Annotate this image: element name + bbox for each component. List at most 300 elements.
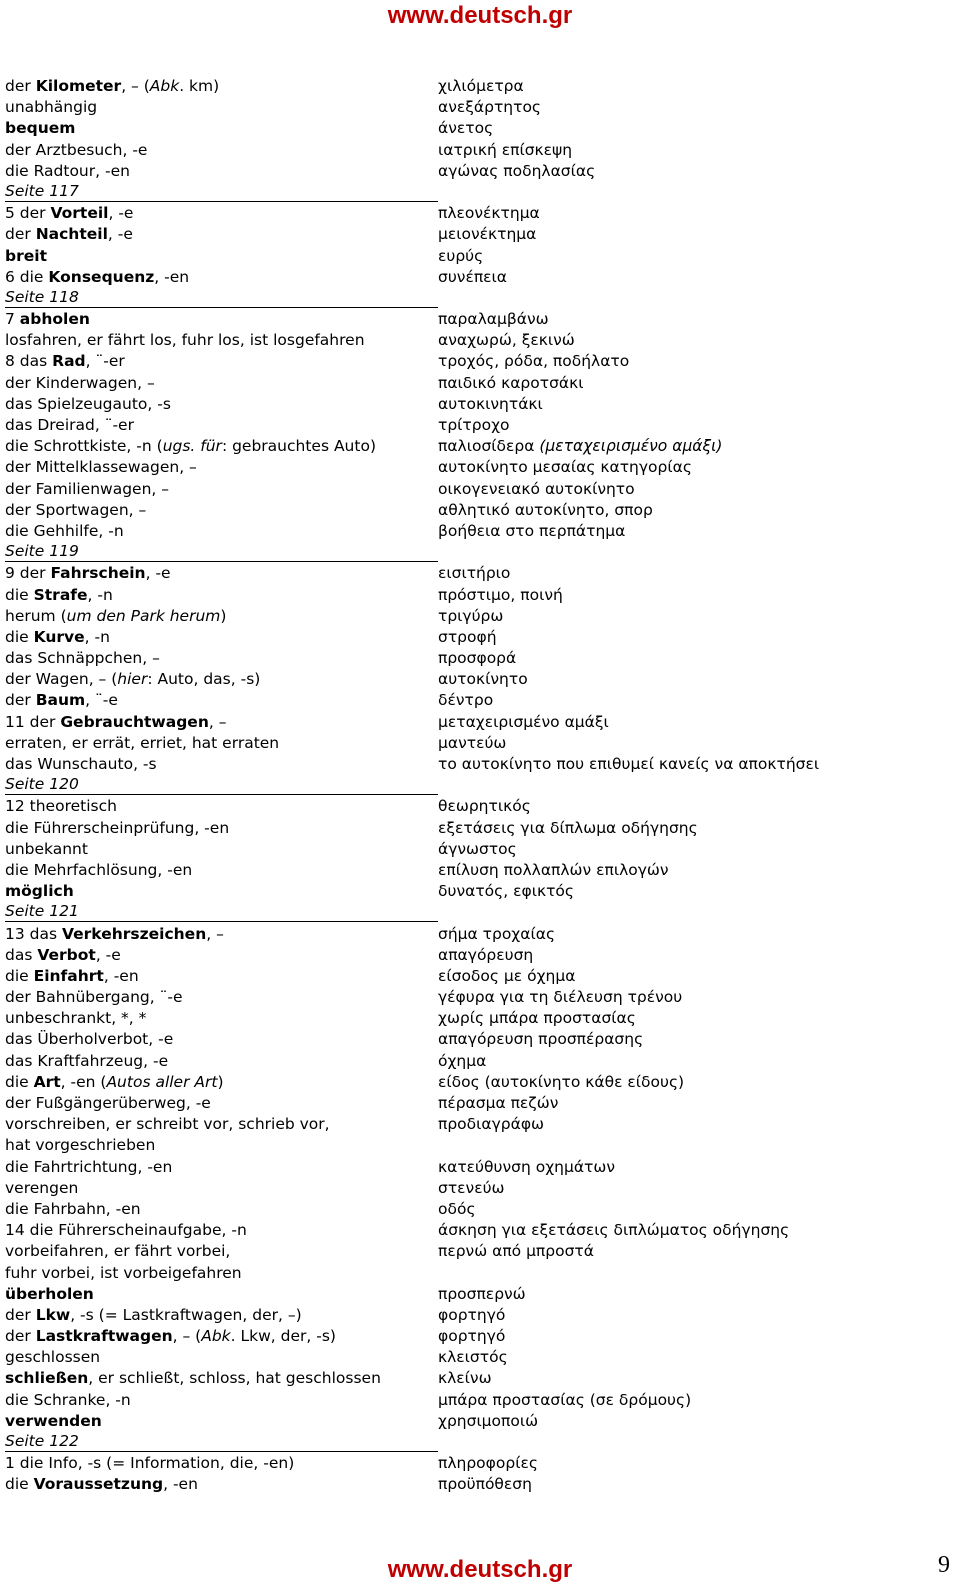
german-term (5, 76, 219, 97)
section-label (5, 182, 438, 202)
text-segment: δέντρο (438, 691, 494, 710)
greek-translation (438, 1326, 505, 1347)
text-segment: όχημα (438, 1051, 487, 1070)
text-segment: hier (117, 670, 148, 689)
german-term (5, 606, 226, 627)
greek-translation (438, 203, 540, 224)
german-term (5, 860, 192, 881)
vocab-row (5, 415, 955, 436)
text-segment: Rad (52, 352, 86, 371)
text-segment: Seite 118 (5, 287, 79, 306)
vocab-row (5, 118, 955, 139)
text-segment: das (5, 945, 38, 964)
text-segment: das Wunschauto, -s (5, 755, 157, 773)
text-segment: ) (220, 606, 227, 625)
vocab-row (5, 1305, 955, 1326)
german-term (5, 1305, 302, 1326)
text-segment: απαγόρευση (438, 945, 534, 964)
greek-translation (438, 1072, 684, 1093)
greek-translation (438, 563, 510, 584)
text-segment: 9 der (5, 564, 51, 583)
vocab-row (5, 1051, 955, 1072)
vocab-row (5, 1008, 955, 1029)
text-segment: die Schrottkiste, -n ( (5, 437, 163, 456)
greek-translation (438, 76, 524, 97)
vocab-row (5, 1135, 955, 1156)
german-term (5, 1178, 78, 1199)
text-segment: der Kinderwagen, – (5, 373, 155, 392)
text-segment: Seite 119 (5, 542, 79, 561)
vocab-row (5, 606, 955, 627)
page-number: 9 (938, 1552, 950, 1578)
text-segment: das Überholverbot, -e (5, 1030, 174, 1049)
vocab-row (5, 1368, 955, 1389)
german-term (5, 966, 139, 987)
german-term (5, 500, 146, 521)
text-segment: 13 das (5, 924, 62, 943)
section-label (5, 1432, 438, 1452)
german-term (5, 1411, 102, 1432)
german-term (5, 1114, 330, 1135)
greek-translation (438, 860, 669, 881)
greek-translation (438, 669, 528, 690)
text-segment: der (5, 225, 36, 244)
german-term (5, 733, 279, 754)
text-segment: Kilometer (35, 77, 122, 95)
vocab-row (5, 436, 955, 457)
text-segment: άνετος (438, 119, 494, 138)
text-segment: προδιαγράφω (438, 1115, 545, 1134)
greek-translation (438, 987, 682, 1008)
greek-translation (438, 457, 692, 478)
greek-translation (438, 1284, 526, 1305)
text-segment: Seite 121 (5, 902, 79, 921)
text-segment: βοήθεια στο περπάτημα (438, 521, 626, 540)
text-segment: κλείνω (438, 1369, 492, 1388)
german-term (5, 203, 133, 224)
text-segment: φορτηγό (438, 1327, 506, 1346)
text-segment: Abk (201, 1327, 231, 1346)
text-segment: fuhr vorbei, ist vorbeigefahren (5, 1263, 242, 1282)
section-label (5, 902, 438, 922)
text-segment: unbeschrankt, *, * (5, 1009, 147, 1028)
text-segment: δυνατός, εφικτός (438, 882, 574, 901)
text-segment: unabhängig (5, 98, 98, 117)
text-segment: Voraussetzung (33, 1475, 164, 1494)
text-segment: der Wagen, – ( (5, 670, 118, 689)
greek-translation (438, 966, 575, 987)
text-segment: , -e (145, 564, 171, 583)
text-segment: αγώνας ποδηλασίας (438, 161, 596, 180)
text-segment: γέφυρα για τη διέλευση τρένου (438, 988, 683, 1007)
vocab-row (5, 563, 955, 584)
section-label (5, 542, 438, 562)
vocab-row (5, 945, 955, 966)
greek-translation (438, 436, 722, 457)
german-term (5, 97, 97, 118)
vocab-row (5, 246, 955, 267)
text-segment: die Schranke, -n (5, 1390, 131, 1409)
text-segment: . Lkw, der, -s) (230, 1327, 336, 1346)
text-segment: möglich (5, 882, 74, 901)
text-segment: , -en (154, 267, 190, 286)
vocab-row (5, 161, 955, 182)
text-segment: χρησιμοποιώ (438, 1411, 539, 1430)
vocab-row (5, 479, 955, 500)
vocab-row (5, 987, 955, 1008)
greek-translation (438, 1453, 538, 1474)
greek-translation (438, 627, 497, 648)
text-segment: προσπερνώ (438, 1284, 526, 1303)
greek-translation (438, 97, 541, 118)
text-segment: . km) (179, 77, 220, 95)
vocab-row (5, 712, 955, 733)
text-segment: die Mehrfachlösung, -en (5, 860, 193, 879)
german-term (5, 1220, 247, 1241)
greek-translation (438, 373, 584, 394)
text-segment: Strafe (33, 585, 88, 604)
text-segment: είσοδος με όχημα (438, 966, 576, 985)
section-heading (5, 542, 955, 563)
text-segment: μαντεύω (438, 733, 507, 752)
vocab-row (5, 1093, 955, 1114)
text-segment: τροχός, ρόδα, ποδήλατο (438, 352, 630, 371)
greek-translation (438, 140, 572, 161)
text-segment: Gebrauchtwagen (60, 712, 209, 731)
section-label (5, 775, 438, 795)
german-term (5, 373, 155, 394)
german-term (5, 140, 147, 161)
text-segment: vorbeifahren, er fährt vorbei, (5, 1242, 231, 1261)
greek-translation (438, 500, 653, 521)
text-segment: das Dreirad, ¨-er (5, 416, 134, 434)
greek-translation (438, 1474, 532, 1495)
text-segment: τρίτροχο (438, 416, 510, 434)
text-segment: χωρίς μπάρα προστασίας (438, 1009, 636, 1028)
vocab-row (5, 394, 955, 415)
greek-translation (438, 1093, 558, 1114)
vocab-row (5, 1029, 955, 1050)
german-term (5, 436, 376, 457)
text-segment: breit (5, 246, 47, 265)
vocab-row (5, 1453, 955, 1474)
text-segment: στενεύω (438, 1178, 505, 1197)
greek-translation (438, 394, 543, 415)
text-segment: Konsequenz (48, 267, 155, 286)
text-segment: παραλαμβάνω (438, 310, 549, 329)
greek-translation (438, 330, 575, 351)
greek-translation (438, 881, 574, 902)
text-segment: αυτοκίνητο μεσαίας κατηγορίας (438, 458, 692, 477)
greek-translation (438, 1411, 538, 1432)
greek-translation (438, 521, 625, 542)
site-footer: www.deutsch.gr (387, 1556, 573, 1583)
text-segment: die (5, 627, 34, 646)
german-term (5, 945, 121, 966)
text-segment: 12 theoretisch (5, 797, 117, 816)
text-segment: θεωρητικός (438, 797, 531, 816)
text-segment: μειονέκτημα (438, 225, 537, 244)
vocab-row (5, 1474, 955, 1495)
greek-translation (438, 1241, 594, 1262)
greek-translation (438, 818, 698, 839)
section-heading (5, 775, 955, 796)
german-term (5, 267, 189, 288)
text-segment: , -e (95, 945, 121, 964)
vocabulary-list (5, 76, 955, 1496)
german-term (5, 712, 226, 733)
german-term (5, 1135, 155, 1156)
greek-translation (438, 1347, 508, 1368)
german-term (5, 479, 169, 500)
greek-translation (438, 1390, 691, 1411)
text-segment: 14 die Führerscheinaufgabe, -n (5, 1221, 247, 1240)
vocab-row (5, 754, 955, 775)
text-segment: der Fußgängerüberweg, -e (5, 1094, 211, 1112)
text-segment: 1 die Info, -s (= Information, die, -en) (5, 1454, 295, 1473)
text-segment: , ¨-er (85, 352, 125, 371)
text-segment: ανεξάρτητος (438, 98, 542, 117)
greek-translation (438, 1114, 544, 1135)
text-segment: , ¨-e (85, 691, 118, 710)
text-segment: αυτοκίνητο (438, 670, 528, 689)
german-term (5, 627, 110, 648)
greek-translation (438, 1008, 636, 1029)
text-segment: 8 das (5, 352, 53, 371)
german-term (5, 987, 183, 1008)
text-segment: der (5, 1327, 36, 1346)
german-term (5, 1474, 198, 1495)
german-term (5, 881, 74, 902)
german-term (5, 161, 130, 182)
greek-translation (438, 161, 595, 182)
german-term (5, 1263, 242, 1284)
section-heading (5, 1432, 955, 1453)
vocab-row (5, 669, 955, 690)
text-segment: πρόστιμο, ποινή (438, 585, 563, 604)
greek-translation (438, 224, 536, 245)
greek-translation (438, 1029, 643, 1050)
vocab-row (5, 585, 955, 606)
text-segment: φορτηγό (438, 1305, 506, 1324)
vocab-row (5, 203, 955, 224)
text-segment: bequem (5, 119, 76, 138)
text-segment: ) (217, 1072, 224, 1091)
text-segment: die (5, 966, 34, 985)
vocab-row (5, 627, 955, 648)
vocab-row (5, 648, 955, 669)
german-term (5, 1029, 173, 1050)
german-term (5, 1051, 168, 1072)
vocab-row (5, 1178, 955, 1199)
text-segment: Fahrschein (50, 564, 146, 583)
vocab-row (5, 1114, 955, 1135)
vocab-row (5, 309, 955, 330)
text-segment: unbekannt (5, 839, 88, 858)
text-segment: , -s (= Lastkraftwagen, der, –) (70, 1305, 302, 1324)
text-segment: Vorteil (50, 204, 109, 223)
greek-translation (438, 733, 506, 754)
text-segment: Verkehrszeichen (62, 924, 207, 943)
greek-translation (438, 1199, 476, 1220)
text-segment: Autos aller Art (106, 1072, 218, 1091)
text-segment: Seite 122 (5, 1432, 79, 1450)
text-segment: εξετάσεις για δίπλωμα οδήγησης (438, 818, 698, 837)
text-segment: αναχωρώ, ξεκινώ (438, 331, 575, 350)
text-segment: , -n (87, 585, 113, 604)
text-segment: der Familienwagen, – (5, 479, 170, 498)
text-segment: geschlossen (5, 1348, 101, 1367)
vocab-row (5, 1199, 955, 1220)
text-segment: die Führerscheinprüfung, -en (5, 818, 230, 837)
vocab-row (5, 1390, 955, 1411)
text-segment: ευρύς (438, 246, 484, 265)
german-term (5, 690, 118, 711)
vocab-row (5, 860, 955, 881)
text-segment: verwenden (5, 1411, 102, 1430)
section-heading (5, 902, 955, 923)
text-segment: κλειστός (438, 1348, 508, 1367)
text-segment: πλεονέκτημα (438, 204, 540, 223)
german-term (5, 1326, 336, 1347)
german-term (5, 1072, 224, 1093)
text-segment: hat vorgeschrieben (5, 1136, 156, 1155)
vocab-row (5, 500, 955, 521)
text-segment: παιδικό καροτσάκι (438, 373, 584, 392)
text-segment: : gebrauchtes Auto) (221, 437, 376, 456)
german-term (5, 1093, 211, 1114)
german-term (5, 585, 113, 606)
greek-translation (438, 479, 635, 500)
greek-translation (438, 690, 493, 711)
text-segment: επίλυση πολλαπλών επιλογών (438, 860, 669, 879)
german-term (5, 1390, 131, 1411)
german-term (5, 394, 171, 415)
greek-translation (438, 648, 516, 669)
vocab-row (5, 267, 955, 288)
vocab-row (5, 1411, 955, 1432)
text-segment: Kurve (33, 627, 85, 646)
vocab-row (5, 351, 955, 372)
greek-translation (438, 606, 503, 627)
text-segment: Lkw (35, 1305, 71, 1324)
german-term (5, 330, 365, 351)
greek-translation (438, 1368, 492, 1389)
vocab-row (5, 330, 955, 351)
text-segment: 7 (5, 310, 20, 329)
text-segment: Lastkraftwagen (35, 1327, 173, 1346)
text-segment: die Fahrbahn, -en (5, 1199, 141, 1218)
text-segment: 6 die (5, 267, 49, 286)
greek-translation (438, 712, 609, 733)
german-term (5, 1199, 141, 1220)
text-segment: άσκηση για εξετάσεις διπλώματος οδήγησης (438, 1221, 790, 1240)
german-term (5, 818, 229, 839)
text-segment: , -en ( (60, 1072, 107, 1091)
text-segment: Baum (35, 691, 86, 710)
text-segment: der Sportwagen, – (5, 500, 147, 519)
text-segment: der (5, 77, 36, 95)
greek-translation (438, 118, 493, 139)
section-heading (5, 182, 955, 203)
text-segment: τριγύρω (438, 606, 504, 625)
text-segment: άγνωστος (438, 839, 517, 858)
text-segment: στροφή (438, 627, 497, 646)
text-segment: losfahren, er fährt los, fuhr los, ist losgefahren (5, 331, 365, 350)
vocab-row (5, 1157, 955, 1178)
greek-translation (438, 1178, 505, 1199)
german-term (5, 1453, 294, 1474)
text-segment: der (5, 691, 36, 710)
text-segment: αυτοκινητάκι (438, 394, 543, 413)
vocab-row (5, 97, 955, 118)
text-segment: , – (208, 712, 227, 731)
german-term (5, 415, 134, 436)
text-segment: Art (33, 1072, 61, 1091)
german-term (5, 669, 260, 690)
greek-translation (438, 309, 549, 330)
german-term (5, 351, 125, 372)
text-segment: erraten, er errät, erriet, hat erraten (5, 733, 280, 752)
text-segment: die (5, 1475, 34, 1494)
greek-translation (438, 839, 517, 860)
greek-translation (438, 754, 819, 775)
text-segment: πέρασμα πεζών (438, 1094, 559, 1112)
section-heading (5, 288, 955, 309)
text-segment: die (5, 585, 34, 604)
german-term (5, 224, 133, 245)
vocab-row (5, 224, 955, 245)
text-segment: περνώ από μπροστά (438, 1242, 594, 1261)
text-segment: σήμα τροχαίας (438, 924, 556, 943)
text-segment: συνέπεια (438, 267, 508, 286)
vocab-row (5, 1347, 955, 1368)
vocab-row (5, 733, 955, 754)
text-segment: , er schließt, schloss, hat geschlossen (88, 1369, 381, 1388)
text-segment: 5 der (5, 204, 51, 223)
vocab-row (5, 881, 955, 902)
text-segment: der Bahnübergang, ¨-e (5, 988, 183, 1007)
greek-translation (438, 1305, 505, 1326)
german-term (5, 1347, 100, 1368)
german-term (5, 1284, 94, 1305)
text-segment: , -e (107, 225, 133, 244)
german-term (5, 521, 124, 542)
greek-translation (438, 585, 563, 606)
text-segment: , -en (103, 966, 139, 985)
text-segment: verengen (5, 1178, 79, 1197)
text-segment: Abk (149, 77, 180, 95)
text-segment: παλιοσίδερα (438, 437, 540, 456)
text-segment: die Radtour, -en (5, 161, 130, 180)
german-term (5, 457, 197, 478)
text-segment: das Spielzeugauto, -s (5, 394, 171, 413)
vocab-row (5, 373, 955, 394)
text-segment: die Fahrtrichtung, -en (5, 1157, 173, 1176)
text-segment: αθλητικό αυτοκίνητο, σπορ (438, 500, 653, 519)
text-segment: schließen (5, 1369, 89, 1388)
text-segment: das Schnäppchen, – (5, 649, 160, 668)
greek-translation (438, 246, 483, 267)
text-segment: προσφορά (438, 649, 517, 668)
vocab-row (5, 457, 955, 478)
german-term (5, 563, 171, 584)
vocab-row (5, 924, 955, 945)
text-segment: Verbot (37, 945, 96, 964)
text-segment: προϋπόθεση (438, 1475, 532, 1494)
text-segment: die (5, 1072, 34, 1091)
greek-translation (438, 1220, 789, 1241)
